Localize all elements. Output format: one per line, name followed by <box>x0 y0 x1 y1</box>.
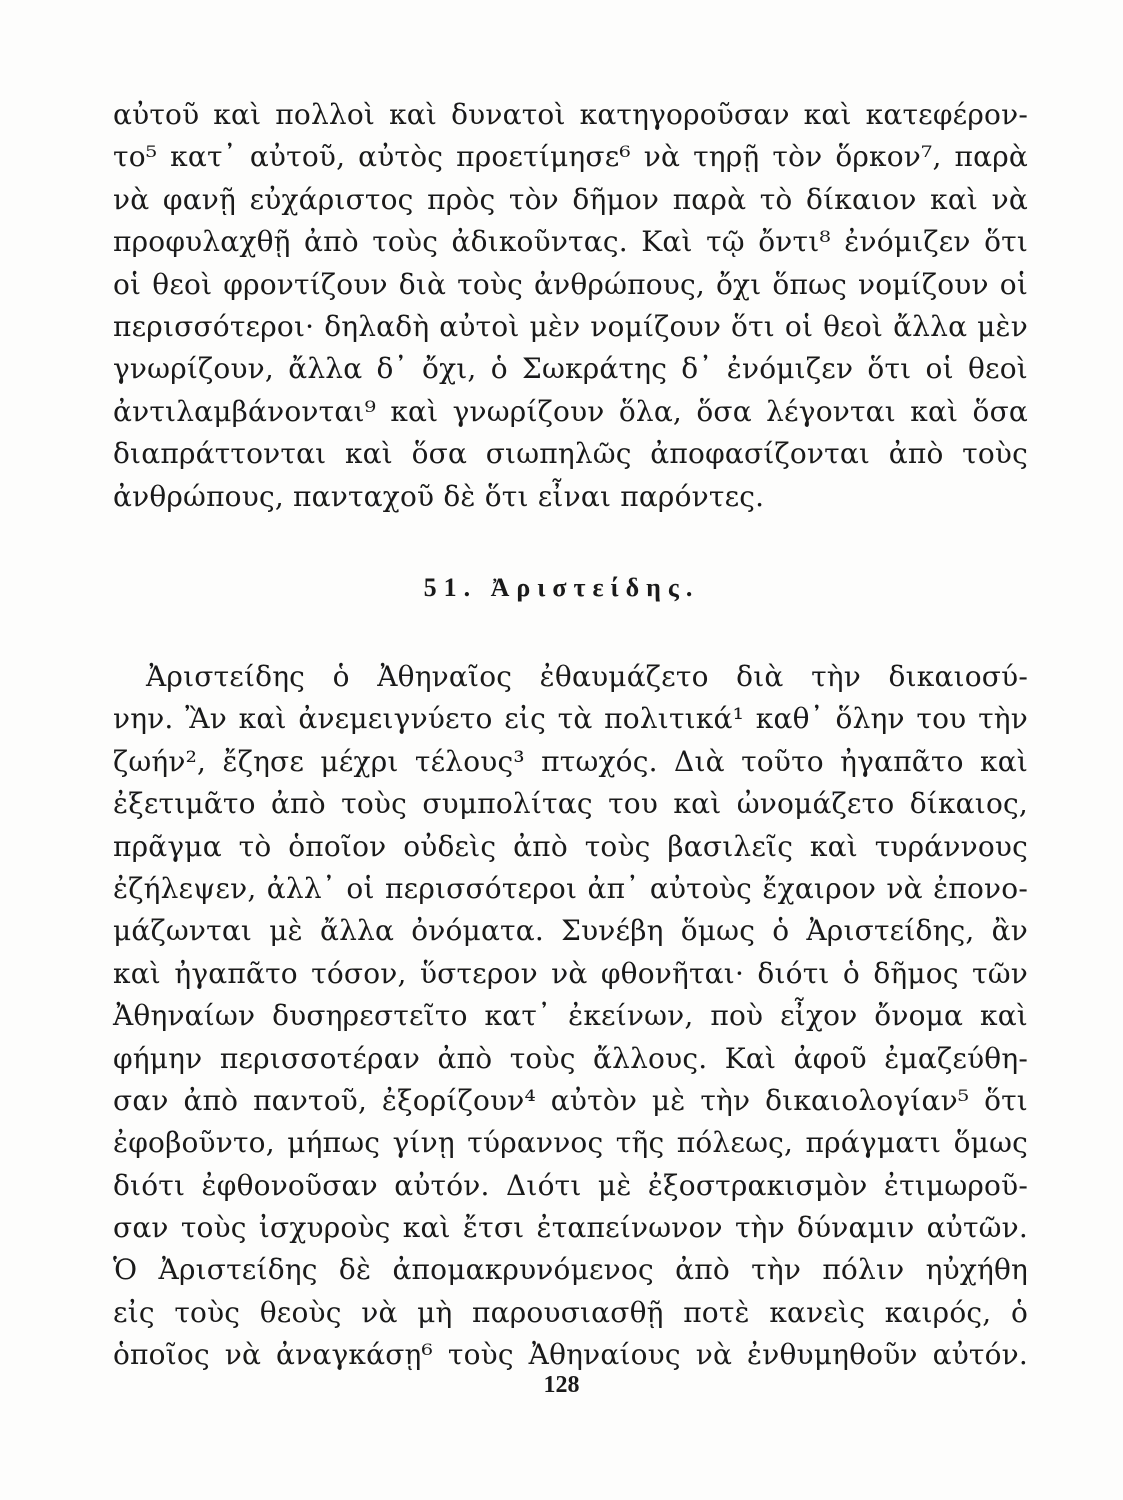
text-line: το⁵ κατ᾽ αὐτοῦ, αὐτὸς προετίμησε⁶ νὰ τηρῇ τὸν ὅρκον⁷, παρὰ <box>113 140 1028 174</box>
text-line: διότι ἐφθονοῦσαν αὐτόν. Διότι μὲ ἐξοστρακισμὸν ἐτιμωροῦ- <box>113 1168 1028 1202</box>
text-line: Ἀριστείδης ὁ Ἀθηναῖος ἐθαυμάζετο διὰ τὴν δικαιοσύ- <box>146 660 1028 693</box>
text-line: σαν τοὺς ἰσχυροὺς καὶ ἔτσι ἐταπείνωνον τὴν δύναμιν αὐτῶν. <box>113 1211 1028 1245</box>
text-line: ὁποῖος νὰ ἀναγκάσῃ⁶ τοὺς Ἀθηναίους νὰ ἐνθυμηθοῦν αὐτόν. <box>113 1338 1028 1372</box>
text-line: οἱ θεοὶ φροντίζουν διὰ τοὺς ἀνθρώπους, ὄχι ὅπως νομίζουν οἱ <box>113 267 1028 301</box>
text-line: καὶ ἠγαπᾶτο τόσον, ὕστερον νὰ φθονῆται· διότι ὁ δῆμος τῶν <box>113 956 1028 990</box>
page-number: 128 <box>543 1372 580 1398</box>
text-line: νην. Ἂν καὶ ἀνεμειγνύετο εἰς τὰ πολιτικά¹ καθ᾽ ὅλην του τὴν <box>113 702 1028 736</box>
text-line: ζωήν², ἔζησε μέχρι τέλους³ πτωχός. Διὰ τοῦτο ἠγαπᾶτο καὶ <box>113 744 1028 778</box>
section-heading: 51. Ἀριστείδης. <box>423 573 700 602</box>
paragraph-continuation <box>113 94 1028 518</box>
text-line: ἀντιλαμβάνονται⁹ καὶ γνωρίζουν ὅλα, ὅσα λέγονται καὶ ὅσα <box>113 394 1028 428</box>
text-line: ἀνθρώπους, πανταχοῦ δὲ ὅτι εἶναι παρόντες. <box>113 479 765 513</box>
text-line: Ἀθηναίων δυσηρεστεῖτο κατ᾽ ἐκείνων, ποὺ εἶχον ὄνομα καὶ <box>113 999 1028 1033</box>
paragraph-aristeides <box>113 656 1028 1377</box>
text-line: διαπράττονται καὶ ὅσα σιωπηλῶς ἀποφασίζονται ἀπὸ τοὺς <box>113 437 1028 471</box>
text-line: φήμην περισσοτέραν ἀπὸ τοὺς ἄλλους. Καὶ ἀφοῦ ἐμαζεύθη- <box>113 1041 1028 1075</box>
text-line: αὐτοῦ καὶ πολλοὶ καὶ δυνατοὶ κατηγοροῦσαν καὶ κατεφέρον- <box>113 98 1028 131</box>
text-line: ἐζήλεψεν, ἀλλ᾽ οἱ περισσότεροι ἀπ᾽ αὐτοὺς ἔχαιρον νὰ ἐπονο- <box>113 871 1028 905</box>
text-line: εἰς τοὺς θεοὺς νὰ μὴ παρουσιασθῇ ποτὲ κανεὶς καιρός, ὁ <box>113 1295 1028 1329</box>
text-line: ἐφοβοῦντο, μήπως γίνῃ τύραννος τῆς πόλεως, πράγματι ὅμως <box>113 1126 1028 1160</box>
text-line: ἐξετιμᾶτο ἀπὸ τοὺς συμπολίτας του καὶ ὠνομάζετο δίκαιος, <box>113 787 1028 821</box>
text-line: περισσότεροι· δηλαδὴ αὐτοὶ μὲν νομίζουν ὅτι οἱ θεοὶ ἄλλα μὲν <box>113 309 1028 343</box>
text-line: προφυλαχθῇ ἀπὸ τοὺς ἀδικοῦντας. Καὶ τῷ ὄντι⁸ ἐνόμιζεν ὅτι <box>113 225 1028 259</box>
text-line: πρᾶγμα τὸ ὁποῖον οὐδεὶς ἀπὸ τοὺς βασιλεῖς καὶ τυράννους <box>113 829 1028 863</box>
text-line: νὰ φανῇ εὐχάριστος πρὸς τὸν δῆμον παρὰ τὸ δίκαιον καὶ νὰ <box>113 182 1028 216</box>
text-line: σαν ἀπὸ παντοῦ, ἐξορίζουν⁴ αὐτὸν μὲ τὴν δικαιολογίαν⁵ ὅτι <box>113 1083 1028 1117</box>
text-line: μάζωνται μὲ ἄλλα ὀνόματα. Συνέβη ὅμως ὁ Ἀριστείδης, ἂν <box>113 914 1028 948</box>
text-line: Ὁ Ἀριστείδης δὲ ἀπομακρυνόμενος ἀπὸ τὴν πόλιν ηὐχήθη <box>113 1253 1028 1287</box>
text-line: γνωρίζουν, ἄλλα δ᾽ ὄχι, ὁ Σωκράτης δ᾽ ἐνόμιζεν ὅτι οἱ θεοὶ <box>113 352 1028 386</box>
